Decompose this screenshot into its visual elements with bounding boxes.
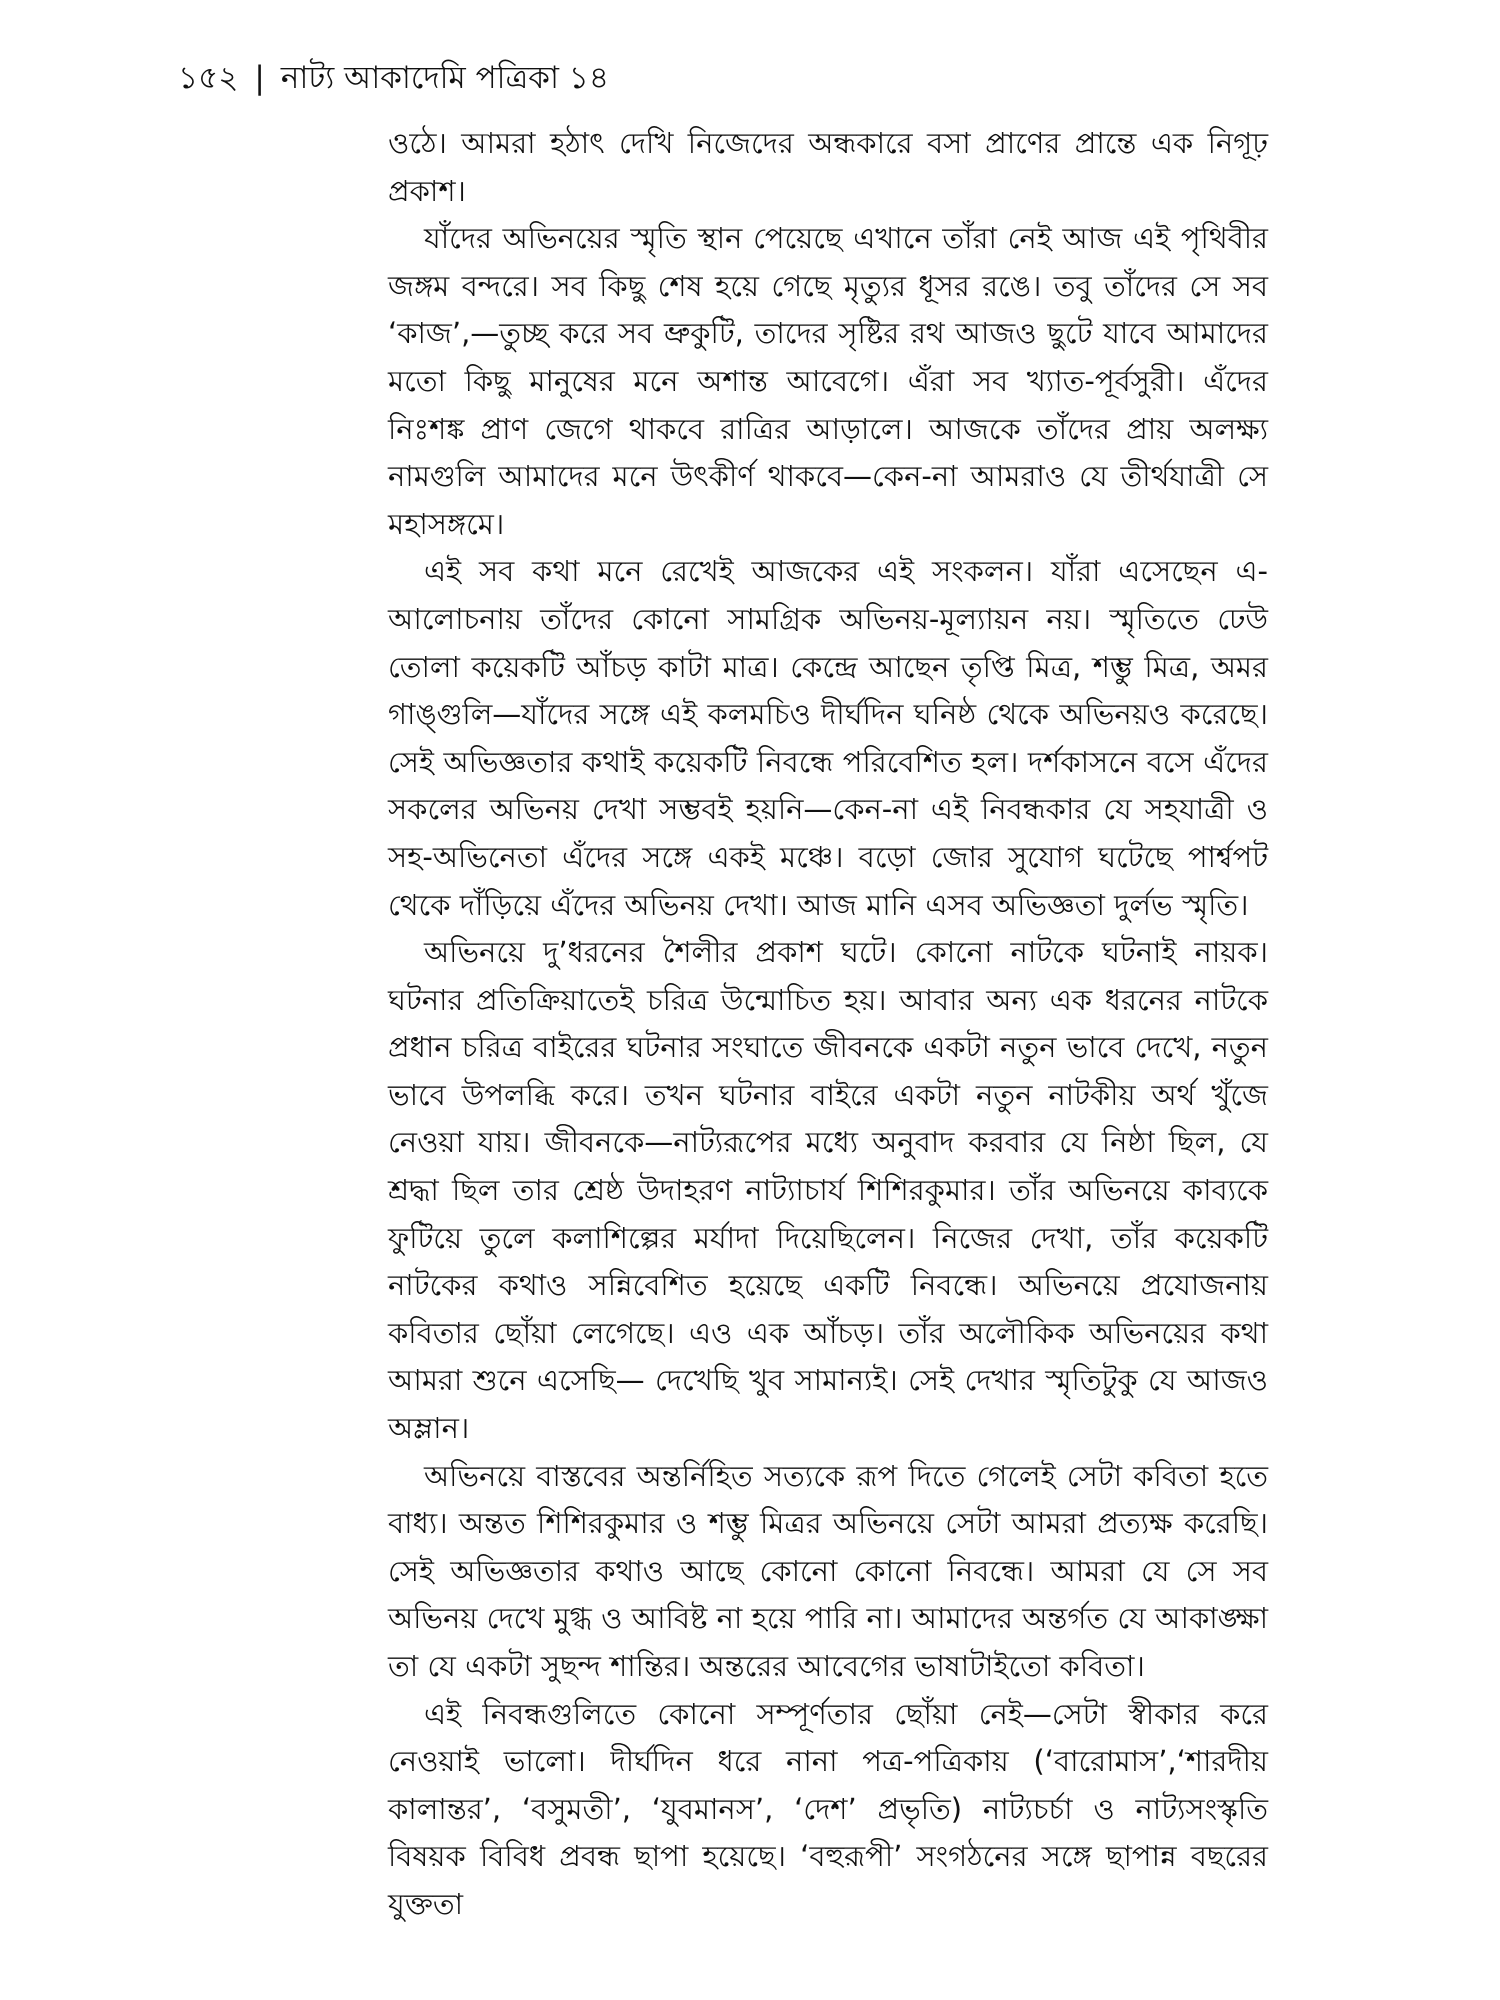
body-text <box>388 120 1268 1929</box>
journal-title: নাট্য আকাদেমি পত্রিকা ১৪ <box>280 60 610 96</box>
page-number: ১৫২ <box>178 60 239 96</box>
paragraph: যাঁদের অভিনয়ের স্মৃতি স্থান পেয়েছে এখানে তাঁরা নেই আজ এই পৃথিবীর জঙ্গম বন্দরে। সব কিছু শেষ হয়ে গেছে মৃত্যুর ধূসর রঙে। তবু তাঁদের সে সব ‘কাজ’,—তুচ্ছ করে সব ভ্রুকুটি, তাদের সৃষ্টির রথ আজও ছুটে যাবে আমাদের মতো কিছু মানুষের মনে অশান্ত আবেগে। এঁরা সব খ্যাত-পূর্বসুরী। এঁদের নিঃশঙ্ক প্রাণ জেগে থাকবে রাত্রির আড়ালে। আজকে তাঁদের প্রায় অলক্ষ্য নামগুলি আমাদের মনে উৎকীর্ণ থাকবে—কেন-না আমরাও যে তীর্থযাত্রী সে মহাসঙ্গমে। <box>388 221 1268 541</box>
paragraph-continued: ওঠে। আমরা হঠাৎ দেখি নিজেদের অন্ধকারে বসা প্রাণের প্রান্তে এক নিগূঢ় প্রকাশ। <box>388 126 1268 208</box>
running-header <box>178 58 609 98</box>
paragraph: অভিনয়ে দু’ধরনের শৈলীর প্রকাশ ঘটে। কোনো নাটকে ঘটনাই নায়ক। ঘটনার প্রতিক্রিয়াতেই চরিত্র উন্মোচিত হয়। আবার অন্য এক ধরনের নাটকে প্রধান চরিত্র বাইরের ঘটনার সংঘাতে জীবনকে একটা নতুন ভাবে দেখে, নতুন ভাবে উপলব্ধি করে। তখন ঘটনার বাইরে একটা নতুন নাটকীয় অর্থ খুঁজে নেওয়া যায়। জীবনকে—নাট্যরূপের মধ্যে অনুবাদ করবার যে নিষ্ঠা ছিল, যে শ্রদ্ধা ছিল তার শ্রেষ্ঠ উদাহরণ নাট্যাচার্য শিশিরকুমার। তাঁর অভিনয়ে কাব্যকে ফুটিয়ে তুলে কলাশিল্পের মর্যাদা দিয়েছিলেন। নিজের দেখা, তাঁর কয়েকটি নাটকের কথাও সন্নিবেশিত হয়েছে একটি নিবন্ধে। অভিনয়ে প্রযোজনায় কবিতার ছোঁয়া লেগেছে। এও এক আঁচড়। তাঁর অলৌকিক অভিনয়ের কথা আমরা শুনে এসেছি— দেখেছি খুব সামান্যই। সেই দেখার স্মৃতিটুকু যে আজও অম্লান। <box>388 935 1268 1446</box>
paragraph: এই সব কথা মনে রেখেই আজকের এই সংকলন। যাঁরা এসেছেন এ-আলোচনায় তাঁদের কোনো সামগ্রিক অভিনয়-মূল্যায়ন নয়। স্মৃতিতে ঢেউ তোলা কয়েকটি আঁচড় কাটা মাত্র। কেন্দ্রে আছেন তৃপ্তি মিত্র, শম্ভু মিত্র, অমর গাঙ্গুলি—যাঁদের সঙ্গে এই কলমচিও দীর্ঘদিন ঘনিষ্ঠ থেকে অভিনয়ও করেছে। সেই অভিজ্ঞতার কথাই কয়েকটি নিবন্ধে পরিবেশিত হল। দর্শকাসনে বসে এঁদের সকলের অভিনয় দেখা সম্ভবই হয়নি—কেন-না এই নিবন্ধকার যে সহযাত্রী ও সহ-অভিনেতা এঁদের সঙ্গে একই মঞ্চে। বড়ো জোর সুযোগ ঘটেছে পার্শ্বপট থেকে দাঁড়িয়ে এঁদের অভিনয় দেখা। আজ মানি এসব অভিজ্ঞতা দুর্লভ স্মৃতি। <box>388 554 1268 922</box>
paragraph: অভিনয়ে বাস্তবের অন্তর্নিহিত সত্যকে রূপ দিতে গেলেই সেটা কবিতা হতে বাধ্য। অন্তত শিশিরকুমার ও শম্ভু মিত্রর অভিনয়ে সেটা আমরা প্রত্যক্ষ করেছি। সেই অভিজ্ঞতার কথাও আছে কোনো কোনো নিবন্ধে। আমরা যে সে সব অভিনয় দেখে মুগ্ধ ও আবিষ্ট না হয়ে পারি না। আমাদের অন্তর্গত যে আকাঙ্ক্ষা তা যে একটা সুছন্দ শান্তির। অন্তরের আবেগের ভাষাটাইতো কবিতা। <box>388 1458 1268 1683</box>
header-separator: | <box>254 60 265 96</box>
paragraph: এই নিবন্ধগুলিতে কোনো সম্পূর্ণতার ছোঁয়া নেই—সেটা স্বীকার করে নেওয়াই ভালো। দীর্ঘদিন ধরে নানা পত্র-পত্রিকায় (‘বারোমাস’,‘শারদীয় কালান্তর’, ‘বসুমতী’, ‘যুবমানস’, ‘দেশ’ প্রভৃতি) নাট্যচর্চা ও নাট্যসংস্কৃতি বিষয়ক বিবিধ প্রবন্ধ ছাপা হয়েছে। ‘বহুরূপী’ সংগঠনের সঙ্গে ছাপান্ন বছরের যুক্ততা <box>388 1696 1268 1921</box>
